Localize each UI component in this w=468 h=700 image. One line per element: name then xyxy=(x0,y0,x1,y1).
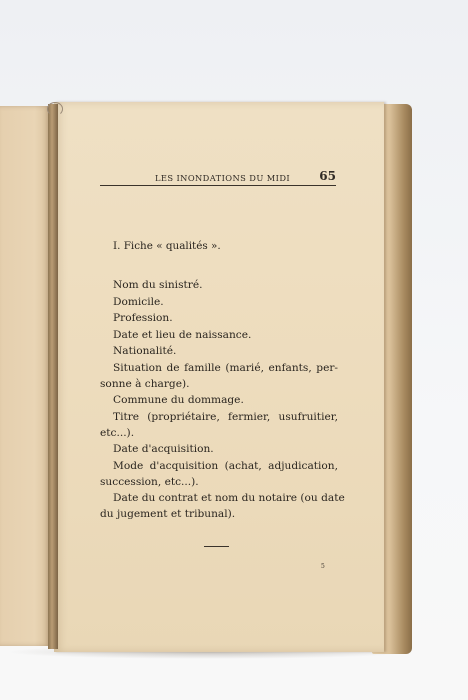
field-line: Commune du dommage. xyxy=(113,394,244,406)
running-head xyxy=(100,170,336,186)
field-item xyxy=(100,458,338,490)
field-line: Profession. xyxy=(113,312,173,324)
field-item xyxy=(100,327,338,343)
field-line: Nom du sinistré. xyxy=(113,279,203,291)
field-line: Date du contrat et nom du notaire (ou date xyxy=(113,492,345,504)
facing-page-left xyxy=(0,106,50,646)
book-gutter xyxy=(48,104,58,649)
field-line: succession, etc...). xyxy=(100,475,199,488)
header-rule xyxy=(100,185,336,186)
section-heading: I. Fiche « qualités ». xyxy=(113,240,221,252)
field-line: Domicile. xyxy=(113,295,164,308)
field-list xyxy=(100,277,345,523)
field-item xyxy=(100,360,338,392)
field-line: Date et lieu de naissance. xyxy=(113,328,252,341)
field-item xyxy=(100,409,338,441)
field-line: Nationalité. xyxy=(113,345,177,357)
field-item xyxy=(100,310,338,326)
field-line: Titre (propriétaire, fermier, usufruitier, xyxy=(113,410,338,423)
binding-thread xyxy=(47,102,63,116)
field-line: etc...). xyxy=(100,426,135,439)
page-number: 65 xyxy=(319,169,336,183)
running-title: LES INONDATIONS DU MIDI xyxy=(155,173,291,183)
end-rule xyxy=(204,546,229,547)
field-item xyxy=(100,392,338,408)
field-item xyxy=(100,294,338,310)
field-item xyxy=(100,277,338,293)
field-line: du jugement et tribunal). xyxy=(100,508,236,520)
field-line: Mode d'acquisition (achat, adjudication, xyxy=(113,459,338,472)
field-line: sonne à charge). xyxy=(100,377,190,390)
field-line: Date d'acquisition. xyxy=(113,443,214,455)
signature-mark: 5 xyxy=(321,563,325,570)
field-line: Situation de famille (marié, enfants, per- xyxy=(113,361,338,374)
field-item xyxy=(100,490,345,522)
field-item xyxy=(100,441,338,457)
field-item xyxy=(100,343,338,359)
